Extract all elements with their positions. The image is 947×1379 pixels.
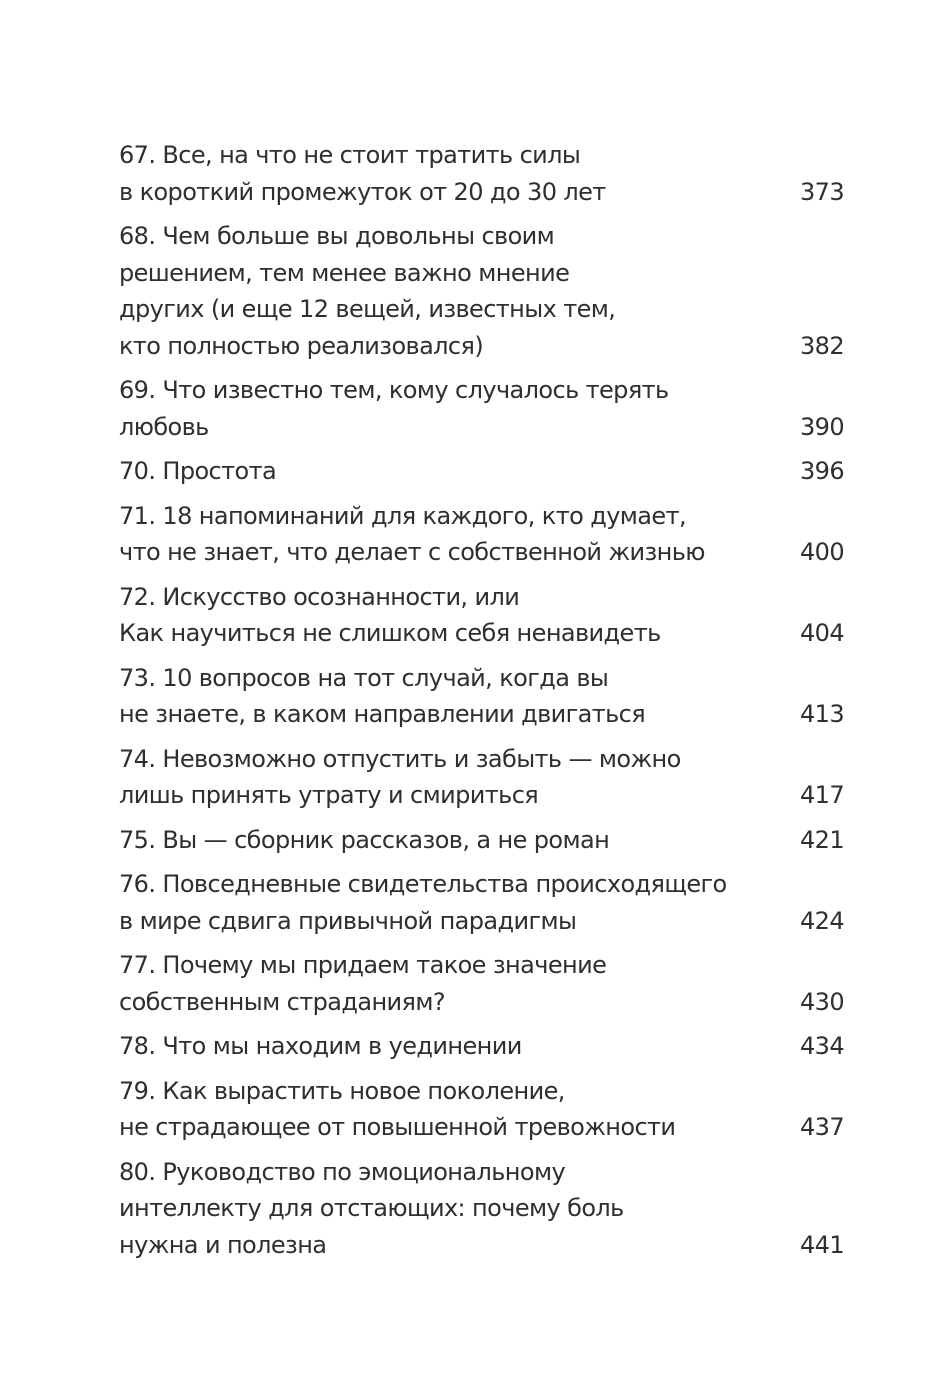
toc-entry-title-line: не страдающее от повышенной тревожности [119, 1113, 676, 1141]
toc-entry [119, 741, 844, 814]
toc-entry-title-line: лишь принять утрату и смириться [119, 781, 539, 809]
toc-entry-title-line: 69. Что известно тем, кому случалось терять [119, 376, 669, 404]
toc-entry-title-line: 75. Вы — сборник рассказов, а не роман [119, 825, 610, 854]
toc-entry [119, 866, 844, 939]
toc-entry [119, 1154, 844, 1264]
toc-entry-title-line: 80. Руководство по эмоциональному [119, 1157, 566, 1186]
toc-entry-title-line: 79. Как вырастить новое поколение, [119, 1076, 565, 1105]
toc-entry-title [119, 1073, 784, 1146]
toc-entry-page-number: 441 [799, 1230, 844, 1259]
toc-entry-title [119, 498, 784, 571]
toc-entry-title-line: не знаете, в каком направлении двигаться [119, 700, 646, 728]
toc-entry-title [119, 866, 784, 939]
toc-entry-title [119, 453, 784, 490]
toc-entry-title-line: 72. Искусство осознанности, или [119, 582, 520, 611]
toc-entry-page-number: 437 [799, 1113, 844, 1141]
toc-entry-title-line: 73. 10 вопросов на тот случай, когда вы [119, 663, 609, 692]
toc-entry-title-line: 74. Невозможно отпустить и забыть — можно [119, 744, 681, 773]
toc-entry-title-line: нужна и полезна [119, 1230, 327, 1259]
toc-entry-title-line: 68. Чем больше вы довольны своим [119, 222, 555, 250]
toc-entry-title-line: собственным страданиям? [119, 987, 446, 1016]
toc-entry [119, 1028, 844, 1065]
toc-entry-title [119, 137, 784, 210]
toc-entry-title-line: 76. Повседневные свидетельства происходящего [119, 870, 727, 898]
toc-entry [119, 579, 844, 652]
toc-entry [119, 372, 844, 445]
toc-entry-page-number: 404 [799, 619, 844, 647]
toc-entry-title-line: 78. Что мы находим в уединении [119, 1032, 522, 1060]
toc-entry-title [119, 218, 784, 364]
toc-entry-page-number: 430 [799, 987, 844, 1016]
toc-entry-page-number: 373 [799, 177, 844, 206]
toc-entry-title-line: 71. 18 напоминаний для каждого, кто думает, [119, 501, 686, 530]
toc-entry-title [119, 1154, 784, 1264]
toc-entry [119, 947, 844, 1020]
toc-entry-title-line: 77. Почему мы придаем такое значение [119, 951, 607, 979]
toc-entry-page-number: 400 [799, 538, 844, 566]
toc-entry-page-number: 434 [799, 1032, 844, 1060]
toc-entry-page-number: 424 [799, 906, 844, 935]
toc-entry-page-number: 396 [799, 457, 844, 485]
toc-entry-title [119, 372, 784, 445]
toc-entry-page-number: 390 [799, 412, 844, 441]
toc-entry-title-line: в короткий промежуток от 20 до 30 лет [119, 177, 606, 206]
toc-entry-title-line: 67. Все, на что не стоит тратить силы [119, 141, 581, 169]
table-of-contents [119, 137, 844, 1271]
toc-entry-title-line: других (и еще 12 вещей, известных тем, [119, 295, 616, 323]
toc-entry-title-line: кто полностью реализовался) [119, 331, 484, 360]
toc-entry-page-number: 413 [799, 700, 844, 728]
toc-entry-title [119, 660, 784, 733]
toc-entry-title-line: интеллекту для отстающих: почему боль [119, 1194, 624, 1222]
toc-entry [119, 822, 844, 859]
toc-entry-page-number: 421 [799, 825, 844, 854]
toc-entry-title [119, 579, 784, 652]
toc-entry [119, 498, 844, 571]
toc-entry-title-line: что не знает, что делает с собственной жизнью [119, 538, 705, 566]
toc-entry-title [119, 822, 784, 859]
toc-entry-page-number: 382 [799, 331, 844, 360]
toc-entry-title [119, 947, 784, 1020]
toc-entry [119, 1073, 844, 1146]
toc-entry-page-number: 417 [799, 781, 844, 809]
toc-entry [119, 453, 844, 490]
toc-entry-title-line: в мире сдвига привычной парадигмы [119, 906, 577, 935]
toc-entry [119, 660, 844, 733]
toc-entry-title-line: 70. Простота [119, 457, 277, 485]
toc-entry [119, 137, 844, 210]
toc-entry-title [119, 1028, 784, 1065]
toc-entry-title-line: Как научиться не слишком себя ненавидеть [119, 619, 661, 647]
toc-entry-title-line: решением, тем менее важно мнение [119, 258, 570, 287]
toc-entry [119, 218, 844, 364]
toc-entry-title [119, 741, 784, 814]
toc-entry-title-line: любовь [119, 412, 209, 441]
